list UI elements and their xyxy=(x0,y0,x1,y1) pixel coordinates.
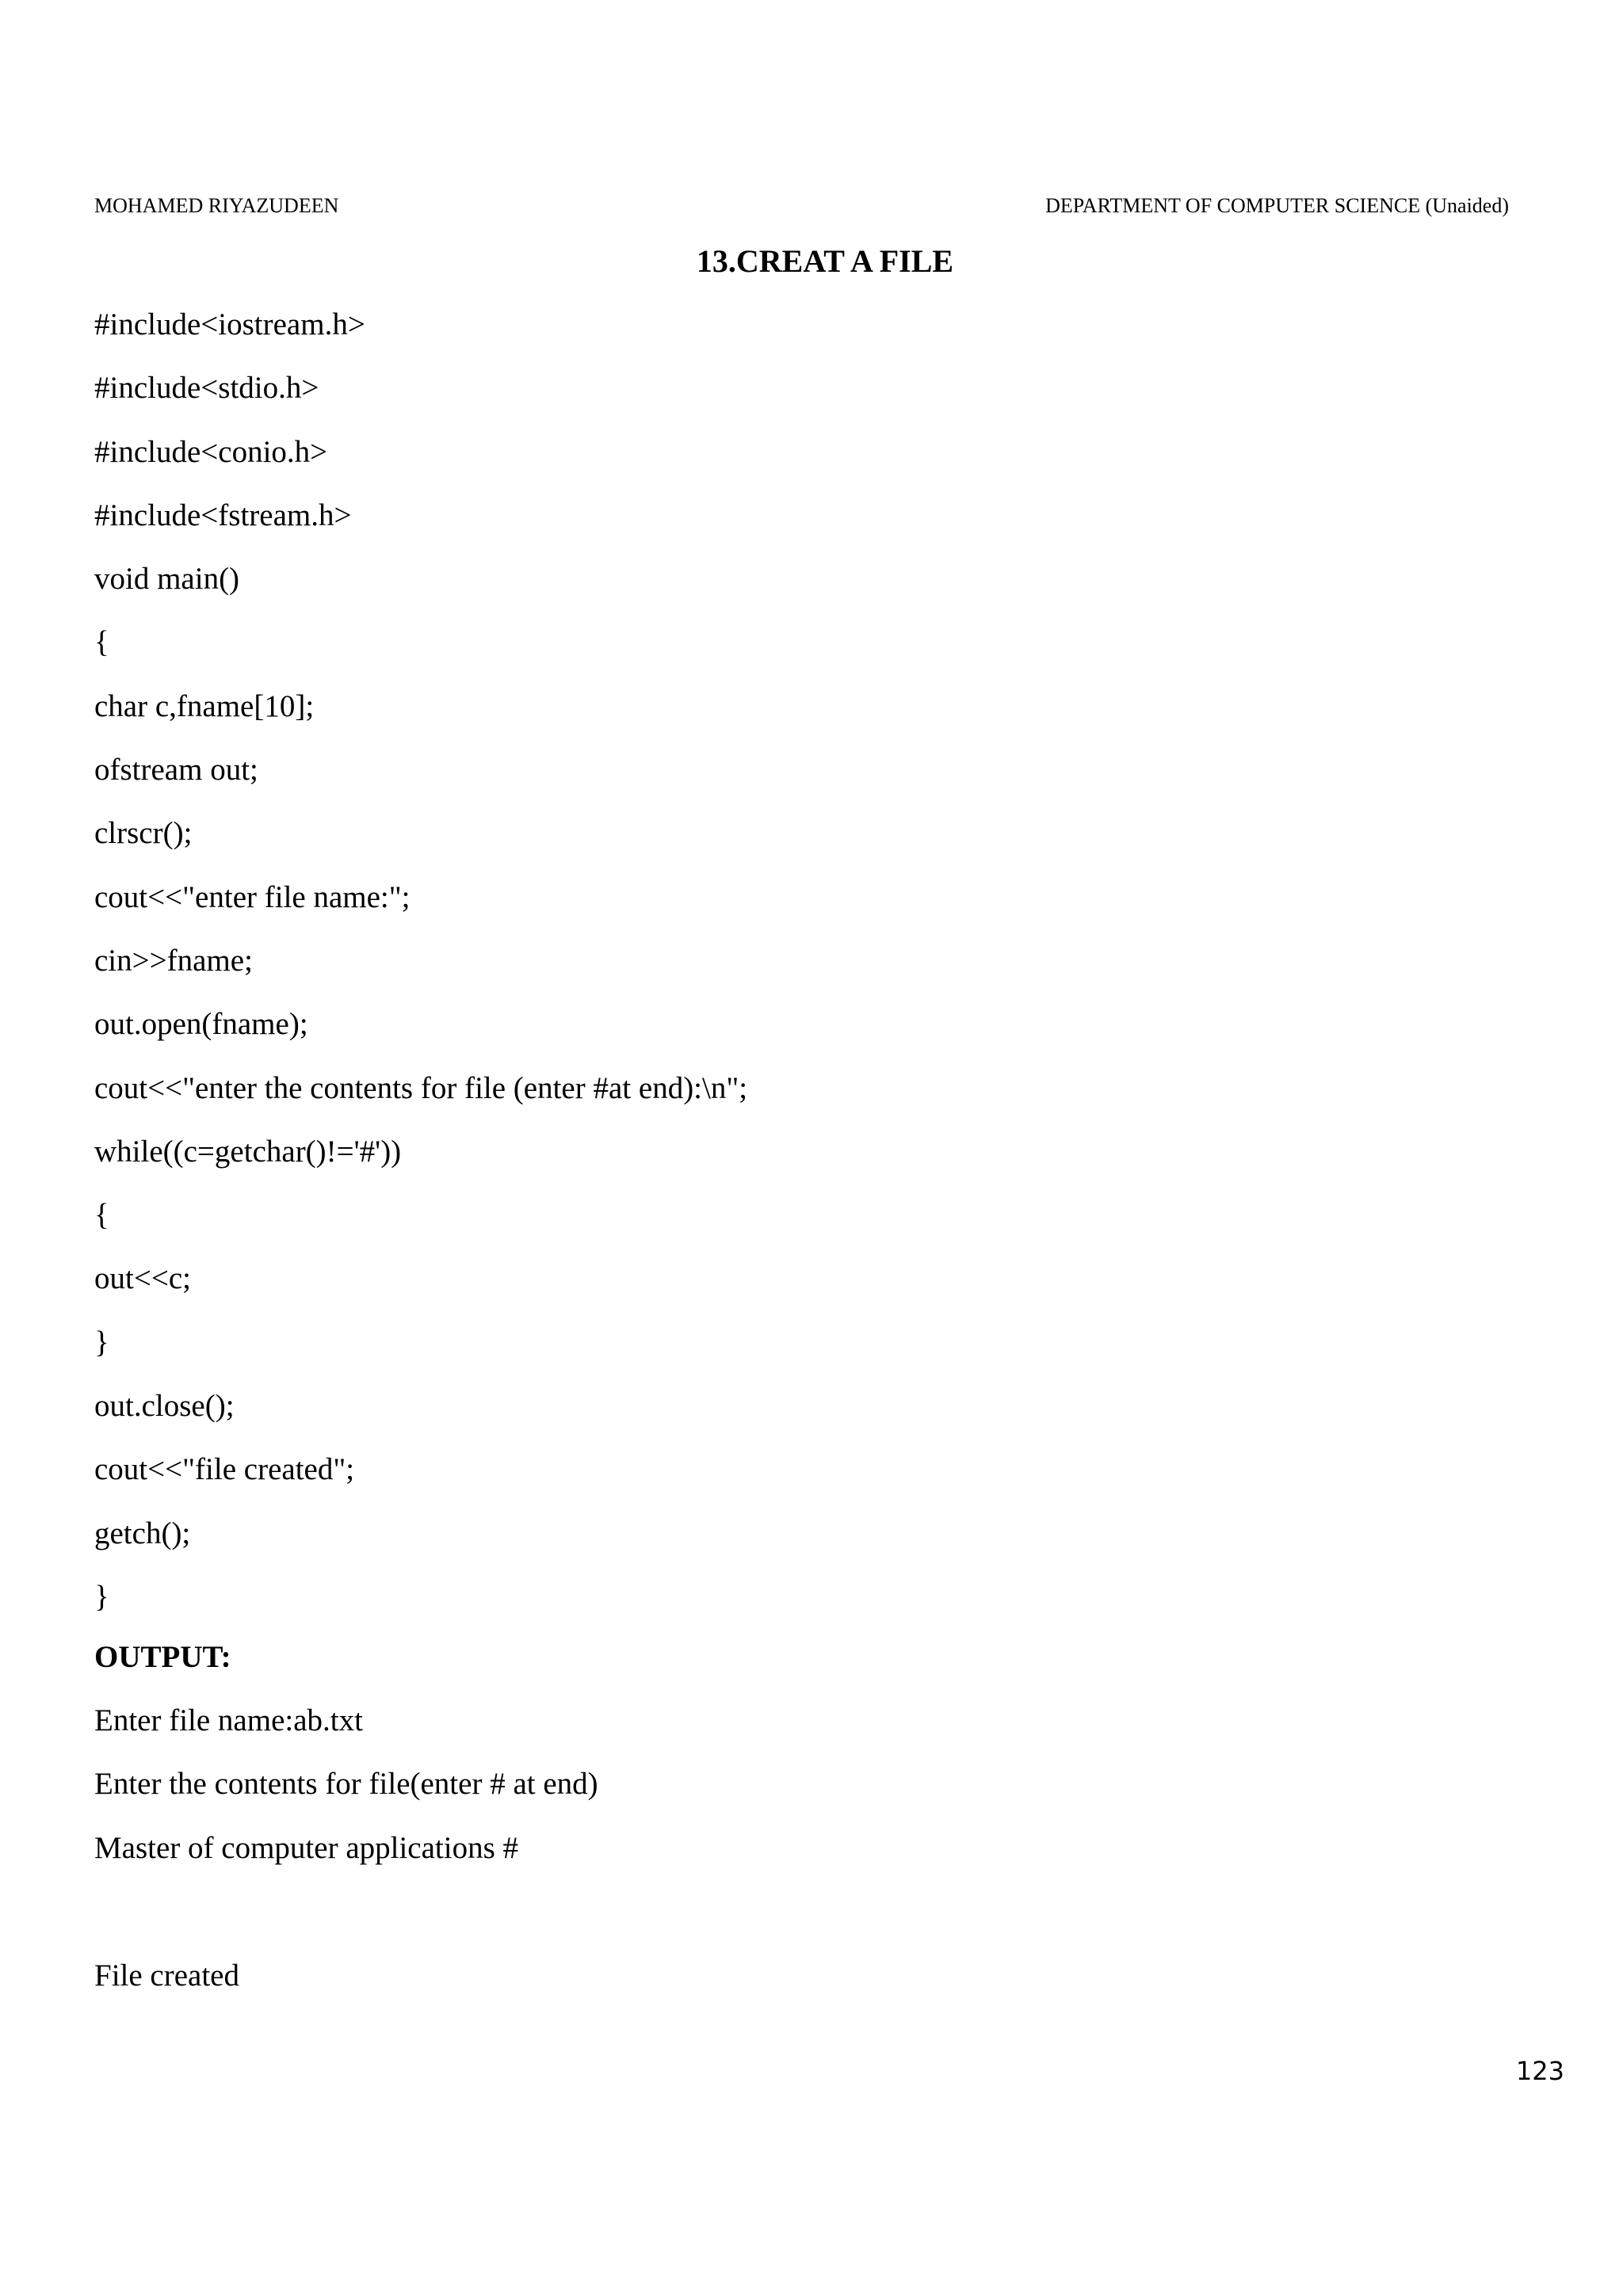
code-line-15: { xyxy=(94,1198,109,1233)
code-line-11: cin>>fname; xyxy=(94,943,253,978)
code-line-13: cout<<"enter the contents for file (enter #at end):\n"; xyxy=(94,1070,748,1105)
page-title: 13.CREAT A FILE xyxy=(696,243,954,279)
code-line-1: #include<iostream.h> xyxy=(94,307,365,341)
code-line-14: while((c=getchar()!='#')) xyxy=(94,1134,402,1169)
code-line-2: #include<stdio.h> xyxy=(94,371,319,406)
page-number: 123 xyxy=(1515,2056,1564,2086)
code-line-12: out.open(fname); xyxy=(94,1007,308,1042)
header-department: DEPARTMENT OF COMPUTER SCIENCE (Unaided) xyxy=(1045,194,1509,217)
header-author: MOHAMED RIYAZUDEEN xyxy=(94,194,339,217)
code-line-18: out.close(); xyxy=(94,1389,235,1424)
code-line-20: getch(); xyxy=(94,1516,191,1550)
code-line-3: #include<conio.h> xyxy=(94,434,328,469)
code-line-8: ofstream out; xyxy=(94,753,258,788)
output-line-2: Enter the contents for file(enter # at end) xyxy=(94,1767,598,1802)
code-line-4: #include<fstream.h> xyxy=(94,498,352,532)
code-line-5: void main() xyxy=(94,562,240,597)
code-block xyxy=(94,306,747,1642)
output-block xyxy=(94,1702,598,1893)
output-line-1: Enter file name:ab.txt xyxy=(94,1703,363,1737)
code-line-21: } xyxy=(94,1579,109,1614)
output-heading: OUTPUT: xyxy=(94,1640,231,1674)
code-line-10: cout<<"enter file name:"; xyxy=(94,879,411,914)
code-line-9: clrscr(); xyxy=(94,816,193,851)
output-line-3: Master of computer applications # xyxy=(94,1830,519,1865)
code-line-19: cout<<"file created"; xyxy=(94,1452,355,1487)
code-line-17: } xyxy=(94,1325,109,1360)
code-line-7: char c,fname[10]; xyxy=(94,688,315,723)
code-line-6: { xyxy=(94,625,109,660)
output-final-line: File created xyxy=(94,1958,239,1993)
code-line-16: out<<c; xyxy=(94,1261,191,1296)
